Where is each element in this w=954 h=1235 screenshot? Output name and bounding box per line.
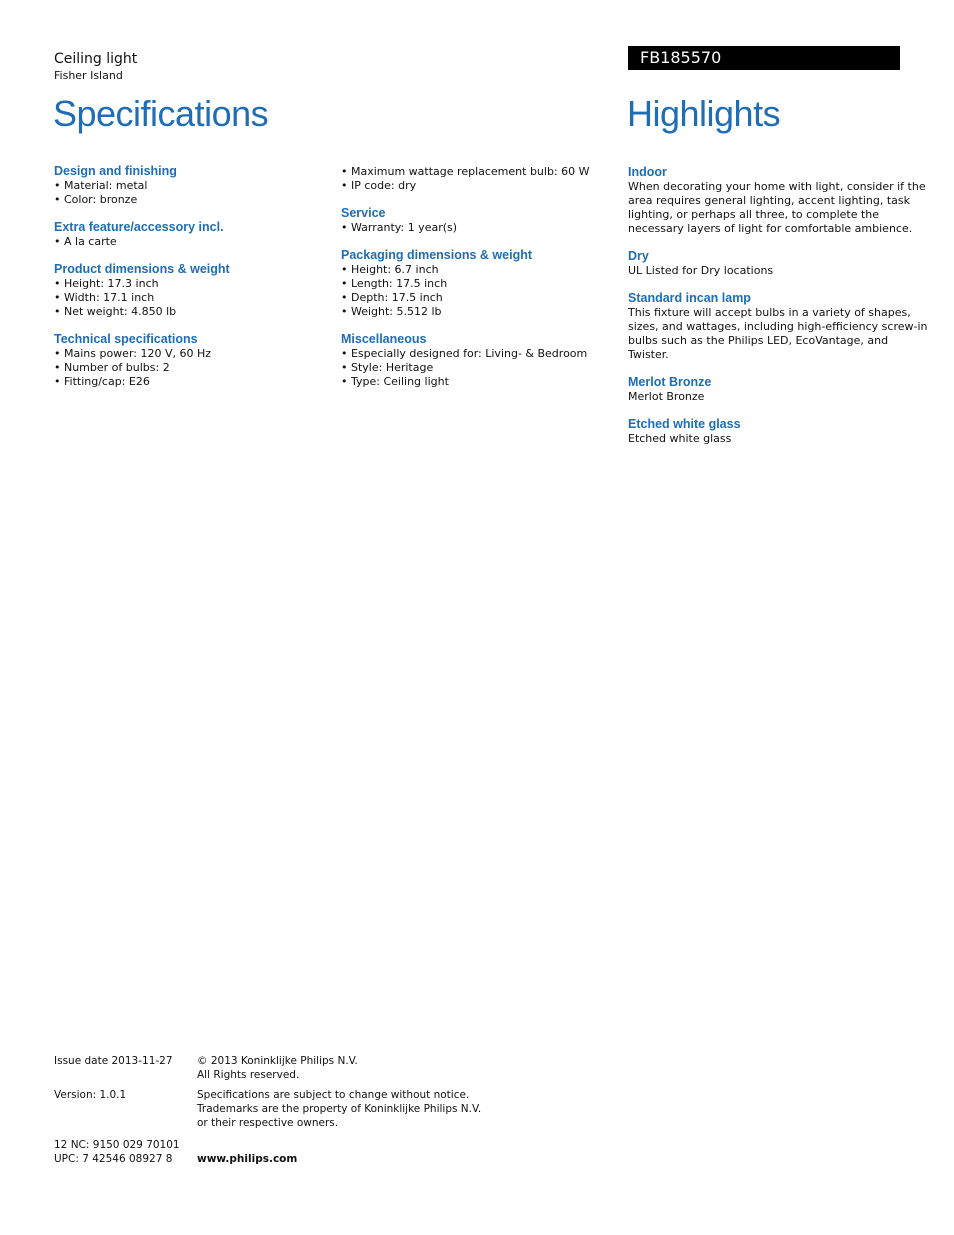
spec-section-technical-cont xyxy=(341,165,611,193)
spec-item: • A la carte xyxy=(54,235,117,248)
highlight-text: bulbs such as the Philips LED, EcoVantage, and xyxy=(628,334,889,347)
spec-column-1 xyxy=(54,164,324,402)
spec-item: • Mains power: 120 V, 60 Hz xyxy=(54,347,212,360)
spec-item: • Height: 6.7 inch xyxy=(341,263,439,276)
specifications-title: Specifications xyxy=(53,93,269,134)
spec-item: • Material: metal xyxy=(54,179,148,192)
highlight-etched-glass xyxy=(628,417,903,446)
highlights-title: Highlights xyxy=(627,93,781,134)
product-name: Fisher Island xyxy=(54,69,123,82)
highlight-text: When decorating your home with light, consider if the xyxy=(628,180,926,193)
issue-date: Issue date 2013-11-27 xyxy=(54,1055,173,1067)
spec-section-extra xyxy=(54,220,324,249)
copyright xyxy=(197,1054,358,1082)
spec-item: • Maximum wattage replacement bulb: 60 W xyxy=(341,165,590,178)
copyright-line: All Rights reserved. xyxy=(197,1069,300,1081)
spec-item: • Net weight: 4.850 lb xyxy=(54,305,177,318)
spec-section-service xyxy=(341,206,611,235)
spec-item: • Warranty: 1 year(s) xyxy=(341,221,458,234)
highlight-heading: Merlot Bronze xyxy=(628,375,712,389)
spec-section-misc xyxy=(341,332,611,389)
highlight-merlot-bronze xyxy=(628,375,903,404)
notice-line: Trademarks are the property of Koninklijke Philips N.V. xyxy=(197,1103,482,1115)
highlight-text: Twister. xyxy=(628,348,669,361)
spec-column-2 xyxy=(341,164,611,402)
section-heading: Packaging dimensions & weight xyxy=(341,248,533,262)
spec-section-dimensions xyxy=(54,262,324,319)
highlight-heading: Etched white glass xyxy=(628,417,741,431)
spec-item: • IP code: dry xyxy=(341,179,417,192)
spec-section-packaging xyxy=(341,248,611,319)
highlight-text: lighting, or perhaps all three, to complete the xyxy=(628,208,880,221)
spec-item: • Height: 17.3 inch xyxy=(54,277,159,290)
highlight-heading: Indoor xyxy=(628,165,667,179)
notice-line: Specifications are subject to change without notice. xyxy=(197,1089,470,1101)
model-number-bar: FB185570 xyxy=(628,46,900,70)
highlight-text: Merlot Bronze xyxy=(628,390,705,403)
version: Version: 1.0.1 xyxy=(54,1089,127,1101)
upc-code: UPC: 7 42546 08927 8 xyxy=(54,1153,173,1165)
website-link[interactable]: www.philips.com xyxy=(197,1153,298,1165)
copyright-line: © 2013 Koninklijke Philips N.V. xyxy=(197,1055,358,1067)
highlight-indoor xyxy=(628,165,926,236)
notice-line: or their respective owners. xyxy=(197,1117,339,1129)
section-heading: Technical specifications xyxy=(54,332,198,346)
spec-section-design xyxy=(54,164,324,207)
spec-item: • Color: bronze xyxy=(54,193,138,206)
section-heading: Miscellaneous xyxy=(341,332,427,346)
spec-item: • Style: Heritage xyxy=(341,361,434,374)
highlight-standard-lamp xyxy=(628,291,928,362)
section-heading: Extra feature/accessory incl. xyxy=(54,220,224,234)
section-heading: Product dimensions & weight xyxy=(54,262,230,276)
highlight-text: UL Listed for Dry locations xyxy=(628,264,774,277)
highlight-text: area requires general lighting, accent lighting, task xyxy=(628,194,910,207)
highlight-text: This fixture will accept bulbs in a variety of shapes, xyxy=(628,306,911,319)
spec-item: • Number of bulbs: 2 xyxy=(54,361,170,374)
spec-section-technical xyxy=(54,332,324,389)
highlight-heading: Dry xyxy=(628,249,649,263)
product-type: Ceiling light xyxy=(54,51,138,67)
spec-item: • Weight: 5.512 lb xyxy=(341,305,442,318)
highlight-text: necessary layers of light for comfortable ambience. xyxy=(628,222,913,235)
product-codes xyxy=(54,1138,180,1166)
section-heading: Design and finishing xyxy=(54,164,177,178)
highlight-text: sizes, and wattages, including high-efficiency screw-in xyxy=(628,320,928,333)
highlight-heading: Standard incan lamp xyxy=(628,291,751,305)
spec-item: • Especially designed for: Living- & Bedroom xyxy=(341,347,588,360)
spec-item: • Width: 17.1 inch xyxy=(54,291,155,304)
highlight-dry xyxy=(628,249,903,278)
highlights-column xyxy=(628,165,928,459)
legal-notice xyxy=(197,1088,481,1130)
highlight-text: Etched white glass xyxy=(628,432,732,445)
nc-code: 12 NC: 9150 029 70101 xyxy=(54,1139,180,1151)
spec-item: • Depth: 17.5 inch xyxy=(341,291,443,304)
section-heading: Service xyxy=(341,206,386,220)
spec-item: • Length: 17.5 inch xyxy=(341,277,448,290)
spec-item: • Fitting/cap: E26 xyxy=(54,375,150,388)
spec-item: • Type: Ceiling light xyxy=(341,375,449,388)
